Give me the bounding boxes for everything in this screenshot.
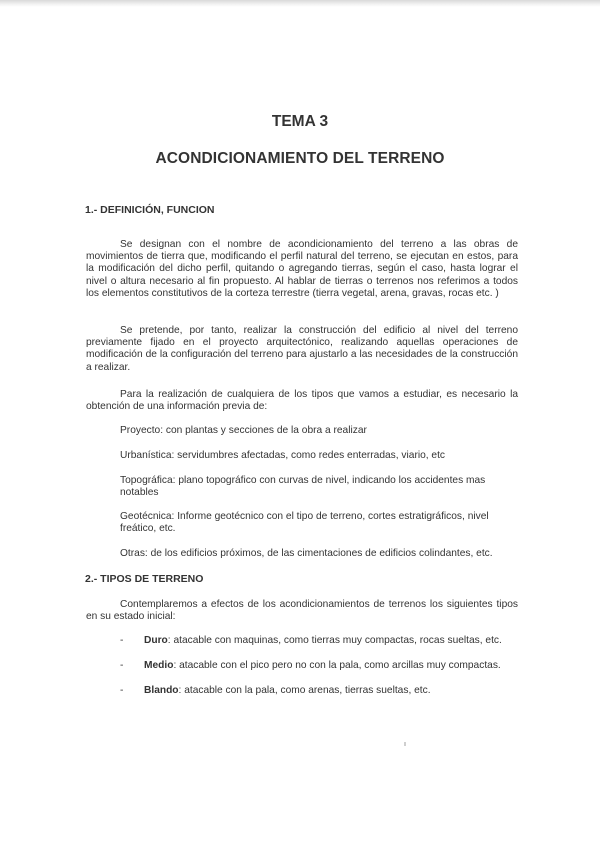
section-2-heading: 2.- TIPOS DE TERRENO: [85, 573, 204, 585]
paragraph-information-text: Para la realización de cualquiera de los tipos que vamos a estudiar, es necesario la obtención de una información previa de:: [86, 389, 518, 413]
list-dash: -: [120, 685, 124, 696]
terrain-type-description: : atacable con maquinas, como tierras muy compactas, rocas sueltas, etc.: [167, 635, 502, 646]
terrain-type-medio: [120, 660, 520, 672]
topic-number: TEMA 3: [271, 113, 329, 130]
info-item-urbanistica: Urbanística: servidumbres afectadas, como redes enterradas, viario, etc: [120, 450, 446, 461]
list-dash: -: [120, 660, 124, 671]
paragraph-definition-text: Se designan con el nombre de acondicionamiento del terreno a las obras de movimientos de tierra que, modificando el perfil natural del terreno, se ejecutan en estos, para la modificación del dicho perfil, quitando o agregando tierras, según el caso, hasta lograr el nivel o altura necesario al fin propuesto. Al hablar de tierras o terrenos nos referimos a todos los elementos constitutivos de la corteza terrestre (tierra vegetal, arena, gravas, rocas etc. ): [86, 239, 518, 299]
info-item-geotecnica: Geotécnica: Informe geotécnico con el tipo de terreno, cortes estratigráficos, nivel freático, etc.: [120, 511, 489, 535]
paragraph-types-intro-text: Contemplaremos a efectos de los acondicionamientos de terrenos los siguientes tipos en su estado inicial:: [86, 599, 518, 623]
terrain-type-name: Blando: [144, 685, 179, 696]
terrain-type-description: : atacable con el pico pero no con la pala, como arcillas muy compactas.: [173, 660, 501, 671]
terrain-type-name: Medio: [144, 660, 174, 671]
terrain-type-blando: [120, 685, 520, 697]
terrain-type-duro: [120, 635, 520, 647]
paragraph-definition: [86, 239, 518, 300]
section-1-heading: 1.- DEFINICIÓN, FUNCION: [85, 204, 215, 216]
paragraph-types-intro: [86, 599, 518, 623]
paragraph-information: [86, 389, 518, 413]
paragraph-purpose-text: Se pretende, por tanto, realizar la construcción del edificio al nivel del terreno previamente fijado en el proyecto arquitectónico, realizando aquellas operaciones de modificación de la configuración del terreno para ajustarlo a las necesidades de la construcción a realizar.: [86, 325, 518, 373]
info-item-otras: Otras: de los edificios próximos, de las cimentaciones de edificios colindantes, etc.: [120, 548, 493, 559]
terrain-type-name: Duro: [144, 635, 168, 646]
scan-top-edge: [0, 0, 600, 7]
list-dash: -: [120, 635, 124, 646]
scan-speck: [404, 742, 406, 746]
terrain-type-description: : atacable con la pala, como arenas, tierras sueltas, etc.: [178, 685, 431, 696]
paragraph-purpose: [86, 325, 518, 374]
info-item-topografica: Topográfica: plano topográfico con curvas de nivel, indicando los accidentes mas notables: [120, 475, 486, 499]
info-item-proyecto: Proyecto: con plantas y secciones de la obra a realizar: [120, 425, 367, 436]
topic-title: ACONDICIONAMIENTO DEL TERRENO: [155, 150, 445, 167]
